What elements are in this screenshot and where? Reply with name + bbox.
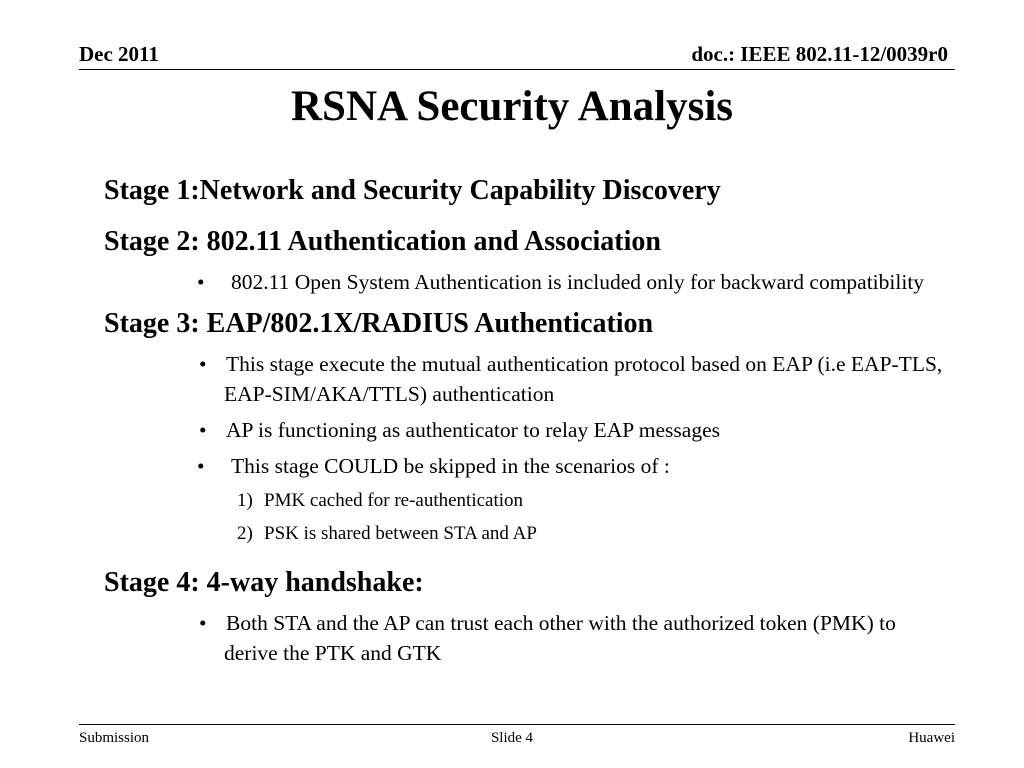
bullet-item [104, 451, 944, 481]
bullet-text: This stage execute the mutual authentication protocol based on EAP (i.e EAP-TLS, EAP-SIM/AKA/TTLS) authentication [224, 352, 943, 406]
bullet-icon: • [199, 418, 207, 442]
stage-4-bullets [104, 608, 944, 668]
slide-title: RSNA Security Analysis [290, 83, 733, 130]
stage-2-heading: Stage 2: 802.11 Authentication and Association [104, 226, 661, 257]
footer-slide-number: Slide 4 [490, 730, 534, 746]
bullet-item [104, 415, 944, 445]
bullet-item [104, 608, 944, 668]
bullet-icon: • [199, 352, 207, 376]
footer-organization: Huawei [908, 730, 955, 746]
stage-3-bullets [104, 349, 944, 481]
bullet-icon: • [197, 270, 205, 294]
bullet-text: Both STA and the AP can trust each other with the authorized token (PMK) to derive the PTK and GTK [224, 611, 896, 665]
bullet-icon: • [197, 454, 205, 478]
stage-3-sub-items [104, 487, 944, 548]
footer-divider [79, 724, 955, 725]
item-text: PMK cached for re-authentication [264, 490, 524, 511]
header-doc-id: doc.: IEEE 802.11-12/0039r0 [691, 42, 948, 66]
header-divider [79, 69, 955, 70]
bullet-item [104, 267, 944, 297]
item-text: PSK is shared between STA and AP [264, 523, 537, 544]
stage-4-heading: Stage 4: 4-way handshake: [104, 567, 424, 598]
bullet-item [104, 349, 944, 409]
header-date: Dec 2011 [79, 42, 159, 66]
slide-body [104, 172, 944, 676]
numbered-item [237, 487, 944, 515]
item-number: 1) [237, 490, 253, 511]
bullet-icon: • [199, 611, 207, 635]
bullet-text: This stage COULD be skipped in the scenarios of : [231, 454, 670, 478]
stage-2-bullets [104, 267, 944, 297]
stage-1-heading: Stage 1:Network and Security Capability Discovery [104, 175, 721, 206]
bullet-text: 802.11 Open System Authentication is included only for backward compatibility [231, 270, 925, 294]
item-number: 2) [237, 523, 253, 544]
numbered-item [237, 520, 944, 548]
footer-submission: Submission [79, 730, 150, 746]
stage-3-heading: Stage 3: EAP/802.1X/RADIUS Authentication [104, 308, 654, 339]
bullet-text: AP is functioning as authenticator to relay EAP messages [226, 418, 720, 442]
